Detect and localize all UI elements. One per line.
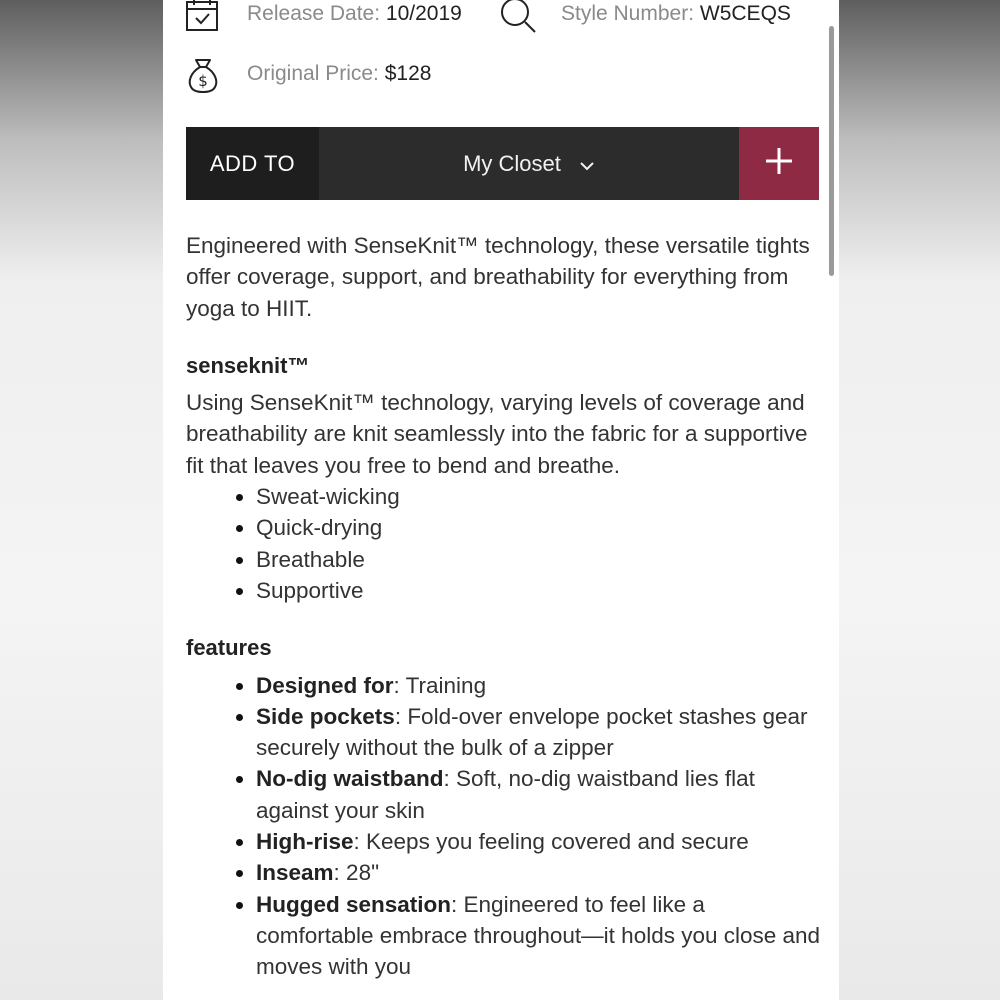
style-number-label: Style Number: <box>561 2 695 25</box>
calendar-icon <box>185 0 221 32</box>
senseknit-list <box>186 481 826 606</box>
release-date <box>247 2 462 26</box>
meta-row-release <box>163 0 839 36</box>
closet-select[interactable] <box>319 127 739 200</box>
search-icon <box>499 0 535 32</box>
feature-text: : Training <box>393 672 487 698</box>
release-date-label: Release Date: <box>247 2 381 25</box>
closet-select-value: My Closet <box>463 150 561 176</box>
list-item: • Quick-drying <box>256 512 826 543</box>
feature-text: : Fold-over envelope pocket stashes gear securely without the bulk of a zipper <box>256 703 808 761</box>
list-item: • Breathable <box>256 544 826 575</box>
feature-name: Designed for <box>256 672 394 698</box>
add-to-closet-bar <box>186 127 819 200</box>
feature-name: Inseam <box>256 860 334 886</box>
feature-name: Hugged sensation <box>256 891 452 917</box>
style-number <box>561 2 791 26</box>
feature-item <box>256 889 826 983</box>
product-description <box>186 230 826 983</box>
feature-text: : Engineered to feel like a comfortable embrace throughout—it holds you close and moves with you <box>256 891 821 980</box>
release-date-value: 10/2019 <box>385 2 462 25</box>
original-price <box>247 62 431 86</box>
features-heading: features <box>186 635 272 661</box>
feature-item <box>256 826 826 857</box>
feature-name: High-rise <box>256 829 354 855</box>
chevron-down-icon <box>579 151 595 177</box>
add-to-closet-button[interactable] <box>739 127 819 200</box>
meta-row-price <box>163 56 839 96</box>
style-number-value: W5CEQS <box>699 2 791 25</box>
feature-name: No-dig waistband <box>256 766 444 792</box>
feature-name: Side pockets <box>256 703 395 729</box>
description-text: Engineered with SenseKnit™ technology, these versatile tights offer coverage, support, and breathability for everything from yoga to HIIT. <box>186 233 810 321</box>
original-price-value: $128 <box>384 62 432 85</box>
feature-item <box>256 763 826 826</box>
product-details-panel <box>163 0 839 1000</box>
features-list <box>186 670 826 983</box>
plus-icon <box>765 147 793 180</box>
list-item: • Sweat-wicking <box>256 481 826 512</box>
add-to-label: ADD TO <box>186 127 319 200</box>
feature-text: : Keeps you feeling covered and secure <box>353 829 749 855</box>
original-price-label: Original Price: <box>247 62 379 85</box>
senseknit-body: Using SenseKnit™ technology, varying levels of coverage and breathability are knit seamlessly into the fabric for a supportive fit that leaves you free to bend and breathe. <box>186 390 808 478</box>
money-bag-icon <box>185 56 221 92</box>
svg-text:$: $ <box>198 72 208 90</box>
feature-text: : 28" <box>333 860 380 886</box>
scrollbar[interactable] <box>829 26 834 276</box>
feature-item <box>256 701 826 764</box>
list-item: • Supportive <box>256 575 826 606</box>
feature-item <box>256 857 826 888</box>
feature-text: : Soft, no-dig waistband lies flat against your skin <box>256 766 755 823</box>
senseknit-heading: senseknit™ <box>186 352 310 378</box>
feature-item <box>256 670 826 701</box>
